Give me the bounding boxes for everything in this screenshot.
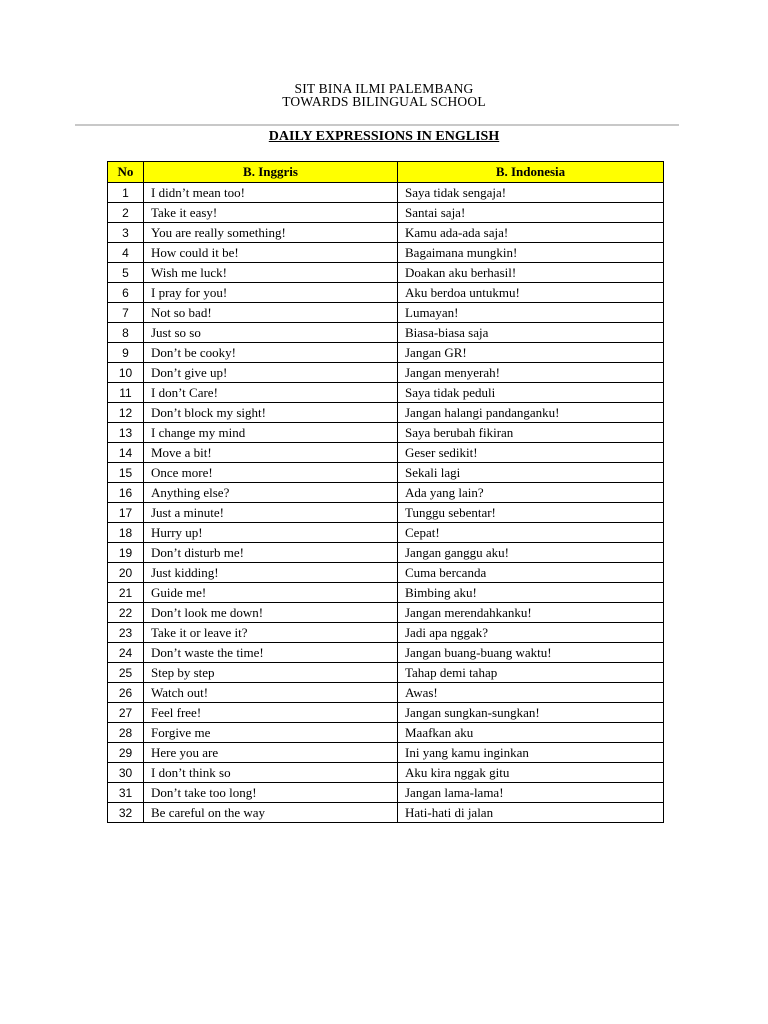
english-expression: Step by step — [144, 663, 398, 683]
indonesian-translation: Jangan ganggu aku! — [398, 543, 664, 563]
table-row — [108, 703, 664, 723]
row-number: 22 — [108, 603, 144, 623]
indonesian-translation: Kamu ada-ada saja! — [398, 223, 664, 243]
english-expression: I don’t Care! — [144, 383, 398, 403]
row-number: 30 — [108, 763, 144, 783]
table-header-row — [108, 162, 664, 183]
row-number: 21 — [108, 583, 144, 603]
indonesian-translation: Bagaimana mungkin! — [398, 243, 664, 263]
column-header-no: No — [108, 162, 144, 183]
english-expression: Anything else? — [144, 483, 398, 503]
row-number: 12 — [108, 403, 144, 423]
table-row — [108, 443, 664, 463]
indonesian-translation: Maafkan aku — [398, 723, 664, 743]
english-expression: I change my mind — [144, 423, 398, 443]
english-expression: Don’t disturb me! — [144, 543, 398, 563]
table-row — [108, 403, 664, 423]
table-row — [108, 343, 664, 363]
indonesian-translation: Biasa-biasa saja — [398, 323, 664, 343]
row-number: 13 — [108, 423, 144, 443]
table-row — [108, 283, 664, 303]
row-number: 17 — [108, 503, 144, 523]
table-row — [108, 783, 664, 803]
row-number: 4 — [108, 243, 144, 263]
row-number: 3 — [108, 223, 144, 243]
table-row — [108, 423, 664, 443]
row-number: 15 — [108, 463, 144, 483]
column-header-indonesian: B. Indonesia — [398, 162, 664, 183]
row-number: 7 — [108, 303, 144, 323]
english-expression: Just kidding! — [144, 563, 398, 583]
english-expression: Take it easy! — [144, 203, 398, 223]
indonesian-translation: Saya tidak peduli — [398, 383, 664, 403]
row-number: 27 — [108, 703, 144, 723]
column-header-english: B. Inggris — [144, 162, 398, 183]
english-expression: Guide me! — [144, 583, 398, 603]
row-number: 25 — [108, 663, 144, 683]
table-row — [108, 763, 664, 783]
indonesian-translation: Tahap demi tahap — [398, 663, 664, 683]
table-row — [108, 543, 664, 563]
english-expression: I didn’t mean too! — [144, 183, 398, 203]
table-row — [108, 483, 664, 503]
indonesian-translation: Ada yang lain? — [398, 483, 664, 503]
header-divider — [75, 124, 679, 126]
table-row — [108, 263, 664, 283]
indonesian-translation: Ini yang kamu inginkan — [398, 743, 664, 763]
school-subtitle: TOWARDS BILINGUAL SCHOOL — [282, 94, 486, 109]
table-row — [108, 803, 664, 823]
row-number: 31 — [108, 783, 144, 803]
indonesian-translation: Jadi apa nggak? — [398, 623, 664, 643]
table-row — [108, 303, 664, 323]
table-row — [108, 623, 664, 643]
indonesian-translation: Jangan halangi pandanganku! — [398, 403, 664, 423]
indonesian-translation: Jangan menyerah! — [398, 363, 664, 383]
english-expression: Don’t waste the time! — [144, 643, 398, 663]
indonesian-translation: Jangan buang-buang waktu! — [398, 643, 664, 663]
english-expression: Watch out! — [144, 683, 398, 703]
table-row — [108, 523, 664, 543]
english-expression: Just so so — [144, 323, 398, 343]
english-expression: Just a minute! — [144, 503, 398, 523]
table-row — [108, 563, 664, 583]
indonesian-translation: Cuma bercanda — [398, 563, 664, 583]
row-number: 19 — [108, 543, 144, 563]
table-row — [108, 683, 664, 703]
indonesian-translation: Cepat! — [398, 523, 664, 543]
english-expression: Take it or leave it? — [144, 623, 398, 643]
english-expression: Don’t take too long! — [144, 783, 398, 803]
table-row — [108, 183, 664, 203]
indonesian-translation: Tunggu sebentar! — [398, 503, 664, 523]
indonesian-translation: Doakan aku berhasil! — [398, 263, 664, 283]
row-number: 16 — [108, 483, 144, 503]
table-row — [108, 323, 664, 343]
english-expression: You are really something! — [144, 223, 398, 243]
table-row — [108, 363, 664, 383]
english-expression: Feel free! — [144, 703, 398, 723]
row-number: 1 — [108, 183, 144, 203]
table-row — [108, 383, 664, 403]
row-number: 11 — [108, 383, 144, 403]
english-expression: Be careful on the way — [144, 803, 398, 823]
row-number: 18 — [108, 523, 144, 543]
english-expression: Don’t be cooky! — [144, 343, 398, 363]
row-number: 24 — [108, 643, 144, 663]
table-row — [108, 743, 664, 763]
indonesian-translation: Jangan sungkan-sungkan! — [398, 703, 664, 723]
school-name: SIT BINA ILMI PALEMBANG — [294, 81, 474, 96]
english-expression: Forgive me — [144, 723, 398, 743]
table-row — [108, 643, 664, 663]
row-number: 2 — [108, 203, 144, 223]
indonesian-translation: Jangan merendahkanku! — [398, 603, 664, 623]
indonesian-translation: Sekali lagi — [398, 463, 664, 483]
table-row — [108, 243, 664, 263]
row-number: 26 — [108, 683, 144, 703]
indonesian-translation: Aku berdoa untukmu! — [398, 283, 664, 303]
table-row — [108, 223, 664, 243]
table-row — [108, 603, 664, 623]
english-expression: Don’t look me down! — [144, 603, 398, 623]
table-row — [108, 463, 664, 483]
table-row — [108, 723, 664, 743]
expressions-table — [107, 161, 664, 823]
english-expression: Not so bad! — [144, 303, 398, 323]
row-number: 10 — [108, 363, 144, 383]
indonesian-translation: Geser sedikit! — [398, 443, 664, 463]
english-expression: Move a bit! — [144, 443, 398, 463]
english-expression: Hurry up! — [144, 523, 398, 543]
indonesian-translation: Jangan GR! — [398, 343, 664, 363]
row-number: 29 — [108, 743, 144, 763]
document-header — [0, 82, 768, 108]
row-number: 20 — [108, 563, 144, 583]
english-expression: I pray for you! — [144, 283, 398, 303]
row-number: 23 — [108, 623, 144, 643]
table-row — [108, 663, 664, 683]
row-number: 28 — [108, 723, 144, 743]
indonesian-translation: Saya tidak sengaja! — [398, 183, 664, 203]
indonesian-translation: Hati-hati di jalan — [398, 803, 664, 823]
row-number: 14 — [108, 443, 144, 463]
english-expression: Don’t block my sight! — [144, 403, 398, 423]
row-number: 9 — [108, 343, 144, 363]
indonesian-translation: Jangan lama-lama! — [398, 783, 664, 803]
row-number: 32 — [108, 803, 144, 823]
table-body — [108, 183, 664, 823]
indonesian-translation: Saya berubah fikiran — [398, 423, 664, 443]
english-expression: Don’t give up! — [144, 363, 398, 383]
row-number: 8 — [108, 323, 144, 343]
english-expression: Here you are — [144, 743, 398, 763]
table-row — [108, 583, 664, 603]
indonesian-translation: Lumayan! — [398, 303, 664, 323]
indonesian-translation: Bimbing aku! — [398, 583, 664, 603]
english-expression: I don’t think so — [144, 763, 398, 783]
indonesian-translation: Aku kira nggak gitu — [398, 763, 664, 783]
row-number: 5 — [108, 263, 144, 283]
english-expression: Once more! — [144, 463, 398, 483]
english-expression: Wish me luck! — [144, 263, 398, 283]
english-expression: How could it be! — [144, 243, 398, 263]
row-number: 6 — [108, 283, 144, 303]
indonesian-translation: Awas! — [398, 683, 664, 703]
table-row — [108, 503, 664, 523]
indonesian-translation: Santai saja! — [398, 203, 664, 223]
document-title: DAILY EXPRESSIONS IN ENGLISH — [268, 129, 500, 144]
table-row — [108, 203, 664, 223]
